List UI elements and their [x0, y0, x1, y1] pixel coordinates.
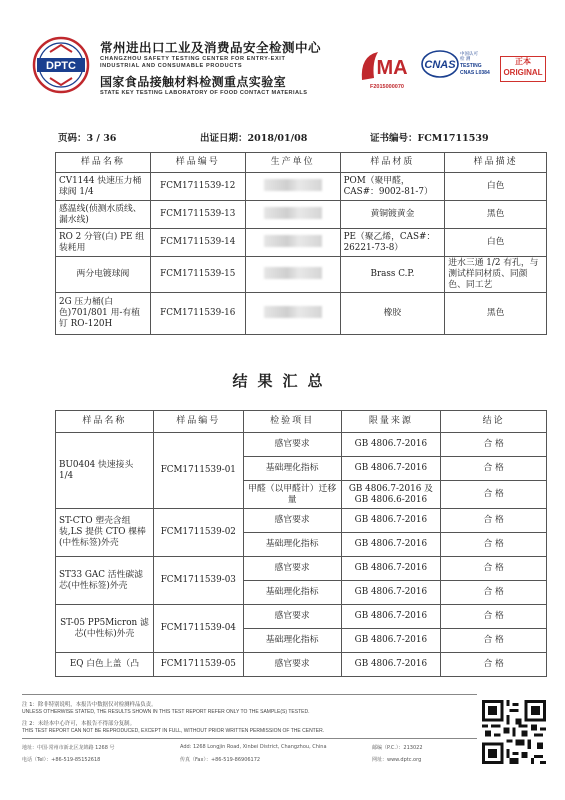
- sample-name-cell: EQ 白色上盖（凸: [56, 653, 154, 677]
- org-name-en-1: CHANGZHOU SAFETY TESTING CENTER FOR ENTRY-EXIT: [100, 56, 286, 62]
- limit-source-cell: GB 4806.7-2016: [341, 557, 441, 581]
- footer-note-1: 注 1：除非特别说明，本报告中数据仅对检测样品负责。: [22, 702, 157, 708]
- conclusion-cell: 合 格: [441, 509, 547, 533]
- sample-id-cell: FCM1711539-15: [150, 257, 245, 293]
- table-row: [56, 605, 547, 629]
- limit-source-cell: GB 4806.7-2016: [341, 509, 441, 533]
- column-header: 样品名称: [56, 153, 151, 173]
- organization-name-block: [100, 38, 360, 96]
- column-header: 样品描述: [445, 153, 547, 173]
- column-header: 结论: [441, 411, 547, 433]
- column-header: 检验项目: [243, 411, 341, 433]
- limit-source-cell: GB 4806.7-2016: [341, 629, 441, 653]
- sample-id-cell: FCM1711539-03: [153, 557, 243, 605]
- redacted-block: [264, 267, 322, 279]
- lab-name-cn: 国家食品接触材料检测重点实验室: [100, 75, 287, 89]
- table-row: [56, 653, 547, 677]
- test-item-cell: 基础理化指标: [243, 457, 341, 481]
- org-name-cn: 常州进出口工业及消费品安全检测中心: [100, 40, 322, 55]
- cnas-cn-1: 中国认可: [460, 52, 478, 57]
- address-en: Add: 1268 Longjin Road, Xinbei District, Changzhou, China: [180, 744, 327, 750]
- conclusion-cell: 合 格: [441, 433, 547, 457]
- test-item-cell: 基础理化指标: [243, 629, 341, 653]
- limit-source-cell: GB 4806.7-2016 及 GB 4806.6-2016: [341, 481, 441, 509]
- lab-name-en: STATE KEY TESTING LABORATORY OF FOOD CONTACT MATERIALS: [100, 90, 308, 96]
- column-header: 样品名称: [56, 411, 154, 433]
- sample-name-cell: ST33 GAC 活性碳滤芯(中性标签)外壳: [56, 557, 154, 605]
- sample-name-cell: 2G 压力桶(白色)701/801 用-有植钉 RO-120H: [56, 293, 151, 335]
- cnas-cn-label: [460, 52, 478, 62]
- table-row: [56, 257, 547, 293]
- sample-info-table: [55, 152, 547, 335]
- manufacturer-cell: [245, 229, 340, 257]
- limit-source-cell: GB 4806.7-2016: [341, 457, 441, 481]
- test-item-cell: 感官要求: [243, 653, 341, 677]
- cnas-code: CNAS L0384: [460, 70, 490, 76]
- cma-text: MA: [376, 57, 408, 79]
- material-cell: 黄铜镀黄金: [340, 201, 445, 229]
- conclusion-cell: 合 格: [441, 533, 547, 557]
- conclusion-cell: 合 格: [441, 457, 547, 481]
- dptc-logo: [32, 36, 90, 94]
- cnas-text: CNAS: [424, 59, 456, 71]
- sample-name-cell: ST-05 PP5Micron 滤芯(中性标)外壳: [56, 605, 154, 653]
- test-item-cell: 感官要求: [243, 605, 341, 629]
- manufacturer-cell: [245, 257, 340, 293]
- sample-name-cell: 两分电镀球阀: [56, 257, 151, 293]
- manufacturer-cell: [245, 173, 340, 201]
- description-cell: 黑色: [445, 201, 547, 229]
- table-row: [56, 173, 547, 201]
- results-summary-table: [55, 410, 547, 677]
- limit-source-cell: GB 4806.7-2016: [341, 605, 441, 629]
- fax: 传真（Fax）：+86-519-86906172: [180, 757, 261, 763]
- certificate-number: 证书编号：FCM1711539: [370, 133, 489, 144]
- column-header: 样品编号: [153, 411, 243, 433]
- material-cell: 橡胶: [340, 293, 445, 335]
- sample-name-cell: ST-CTO 塑壳含组装,LS 提供 CTO 棵棒(中性标签)外壳: [56, 509, 154, 557]
- material-cell: POM（聚甲醛，CAS#：9002-81-7）: [340, 173, 445, 201]
- table-row: [56, 557, 547, 581]
- column-header: 样品材质: [340, 153, 445, 173]
- test-item-cell: 基础理化指标: [243, 581, 341, 605]
- sample-name-cell: 感温线(侦测水质线、漏水线): [56, 201, 151, 229]
- cnas-testing: TESTING: [460, 63, 482, 69]
- test-item-cell: 基础理化指标: [243, 533, 341, 557]
- redacted-block: [264, 207, 322, 219]
- column-header: 生产单位: [245, 153, 340, 173]
- redacted-block: [264, 179, 322, 191]
- conclusion-cell: 合 格: [441, 653, 547, 677]
- manufacturer-cell: [245, 201, 340, 229]
- qr-code-icon: [482, 700, 546, 764]
- table-row: [56, 509, 547, 533]
- footer-divider: [22, 694, 477, 695]
- org-name-en-2: INDUSTRIAL AND CONSUMABLE PRODUCTS: [100, 63, 243, 69]
- summary-table-header: [56, 411, 547, 433]
- description-cell: 黑色: [445, 293, 547, 335]
- table-row: [56, 293, 547, 335]
- address-divider: [22, 738, 477, 739]
- address-cn: 地址：中国·常州市新北区龙锦路 1268 号: [22, 745, 115, 751]
- limit-source-cell: GB 4806.7-2016: [341, 433, 441, 457]
- cma-icon: [358, 48, 416, 84]
- material-cell: PE（聚乙烯，CAS#：26221-73-8）: [340, 229, 445, 257]
- conclusion-cell: 合 格: [441, 557, 547, 581]
- limit-source-cell: GB 4806.7-2016: [341, 533, 441, 557]
- sample-table-header: [56, 153, 547, 173]
- sample-id-cell: FCM1711539-13: [150, 201, 245, 229]
- page-number: 页码：3 / 36: [58, 133, 117, 144]
- table-row: [56, 433, 547, 457]
- dptc-logo-text: DPTC: [46, 60, 76, 72]
- table-row: [56, 229, 547, 257]
- footer-note-1-en: UNLESS OTHERWISE STATED, THE RESULTS SHOWN IN THIS TEST REPORT REFER ONLY TO THE SAMPLE(S) TESTED.: [22, 709, 310, 715]
- test-item-cell: 感官要求: [243, 557, 341, 581]
- sample-name-cell: CV1144 快速压力桶球阀 1/4: [56, 173, 151, 201]
- sample-id-cell: FCM1711539-01: [153, 433, 243, 509]
- sample-id-cell: FCM1711539-14: [150, 229, 245, 257]
- original-stamp-en: ORIGINAL: [503, 68, 543, 77]
- original-stamp-cn: 正本: [515, 57, 531, 66]
- issue-date: 出证日期：2018/01/08: [200, 133, 308, 144]
- telephone: 电话（Tel）：+86-519-85152618: [22, 757, 101, 763]
- conclusion-cell: 合 格: [441, 629, 547, 653]
- postcode: 邮编（P.C.）：213022: [372, 745, 423, 751]
- cnas-icon: [420, 48, 460, 88]
- sample-name-cell: RO 2 分管(白) PE 组装耗用: [56, 229, 151, 257]
- test-item-cell: 甲醛（以甲醛计）迁移量: [243, 481, 341, 509]
- redacted-block: [264, 235, 322, 247]
- description-cell: 进水三通 1/2 有孔，与测试样同材质、同颜色、同工艺: [445, 257, 547, 293]
- sample-id-cell: FCM1711539-02: [153, 509, 243, 557]
- cnas-cn-2: 检 测: [460, 57, 471, 62]
- original-stamp: [500, 56, 546, 82]
- footer-note-2-en: THIS TEST REPORT CAN NOT BE REPRODUCED, EXCEPT IN FULL, WITHOUT PRIOR WRITTEN PERMISSION OF THE CENTER.: [22, 728, 325, 734]
- material-cell: Brass C.P.: [340, 257, 445, 293]
- table-row: [56, 201, 547, 229]
- footer-note-2: 注 2：未经本中心许可，本报告不得部分复制。: [22, 721, 135, 727]
- cnas-mark: [420, 48, 496, 94]
- conclusion-cell: 合 格: [441, 581, 547, 605]
- description-cell: 白色: [445, 173, 547, 201]
- manufacturer-cell: [245, 293, 340, 335]
- test-item-cell: 感官要求: [243, 433, 341, 457]
- sample-id-cell: FCM1711539-05: [153, 653, 243, 677]
- limit-source-cell: GB 4806.7-2016: [341, 581, 441, 605]
- description-cell: 白色: [445, 229, 547, 257]
- limit-source-cell: GB 4806.7-2016: [341, 653, 441, 677]
- sample-name-cell: BU0404 快速接头 1/4: [56, 433, 154, 509]
- conclusion-cell: 合 格: [441, 605, 547, 629]
- website: 网址：www.dptc.org: [372, 757, 422, 763]
- redacted-block: [264, 306, 322, 318]
- report-header: [22, 26, 547, 100]
- cma-mark: [358, 48, 416, 94]
- test-item-cell: 感官要求: [243, 509, 341, 533]
- conclusion-cell: 合 格: [441, 481, 547, 509]
- sample-id-cell: FCM1711539-04: [153, 605, 243, 653]
- sample-id-cell: FCM1711539-12: [150, 173, 245, 201]
- cma-code: F2015000070: [370, 84, 404, 90]
- column-header: 限量来源: [341, 411, 441, 433]
- column-header: 样品编号: [150, 153, 245, 173]
- sample-id-cell: FCM1711539-16: [150, 293, 245, 335]
- results-summary-title: 结果汇总: [232, 372, 333, 390]
